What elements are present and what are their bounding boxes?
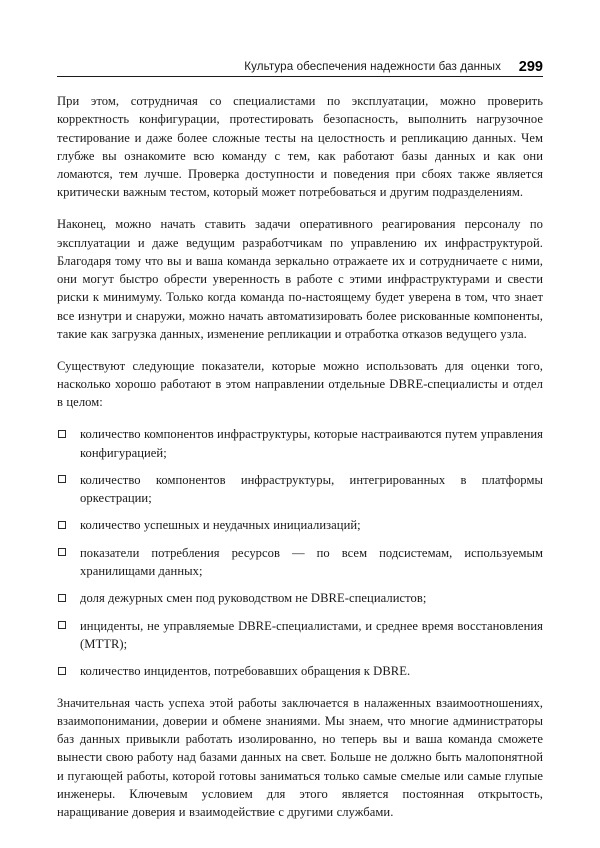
hollow-square-bullet-icon <box>58 430 66 438</box>
list-item <box>57 617 543 654</box>
list-item <box>57 471 543 508</box>
metrics-bullet-list <box>57 425 543 680</box>
list-item-label: показатели потребления ресурсов — по всем подсистемам, используемым хранилищами данных; <box>80 545 543 579</box>
paragraph-1: При этом, сотрудничая со специалистами по эксплуатации, можно проверить корректность конфигурации, протестировать безопасность, выполнить нагрузочное тестирование и даже более сложные тесты на целостность и репликацию данных. Чем глубже вы ознакомите всю команду с тем, как работают базы данных и как они ломаются, тем лучше. Проверка доступности и поведения при сбоях также является критически важным тестом, который может потребоваться и другим подразделениям. <box>57 94 543 200</box>
hollow-square-bullet-icon <box>58 667 66 675</box>
header-rule-divider <box>57 76 543 77</box>
list-item <box>57 516 543 534</box>
page-number: 299 <box>518 58 543 75</box>
list-item <box>57 589 543 607</box>
hollow-square-bullet-icon <box>58 621 66 629</box>
list-item-label: количество успешных и неудачных инициализаций; <box>80 518 361 533</box>
list-item-label: количество компонентов инфраструктуры, интегрированных в платформы оркестрации; <box>80 472 543 506</box>
hollow-square-bullet-icon <box>58 594 66 602</box>
page-content <box>57 92 543 822</box>
list-item-label: количество инцидентов, потребовавших обращения к DBRE. <box>80 664 411 679</box>
list-item-label: количество компонентов инфраструктуры, которые настраиваются путем управления конфигурацией; <box>80 427 543 460</box>
running-header <box>57 48 543 74</box>
list-item <box>57 544 543 581</box>
paragraph-3-list-intro: Существуют следующие показатели, которые можно использовать для оценки того, насколько хорошо работают в этом направлении отдельные DBRE-специалисты и отдел в целом: <box>57 358 543 410</box>
list-item-label: инциденты, не управляемые DBRE-специалистами, и среднее время восстановления (MTTR); <box>80 618 543 651</box>
list-item <box>57 425 543 462</box>
hollow-square-bullet-icon <box>58 521 66 529</box>
paragraph-closing: Значительная часть успеха этой работы заключается в налаженных взаимоотношениях, взаимопонимании, доверии и обмене знаниями. Мы знаем, что многие администраторы баз данных привыкли работать изолированно, но теперь вы и ваша команда сможете вынести свою работу над базами данных на свет. Больше не должно быть малопонятной и пугающей работы, которой готовы заниматься только самые смелые или самые глупые инженеры. Ключевым условием для этого является постоянная открытость, наращивание доверия и взаимодействие с другими службами. <box>57 695 543 820</box>
list-item <box>57 662 543 680</box>
paragraph-2: Наконец, можно начать ставить задачи оперативного реагирования персоналу по эксплуатации и даже ведущим разработчикам по управлению их инфраструктурой. Благодаря тому что вы и ваша команда зеркально отражаете их и сотрудничаете с ними, они могут быстро обрести уверенность в работе с этими инфраструктурами и свести риски к минимуму. Только когда команда по-настоящему будет уверена в том, что знает все изнутри и снаружи, можно начать автоматизировать более рискованные компоненты, такие как загрузка данных, изменение репликации и отработка отказов ведущего узла. <box>57 217 543 342</box>
running-header-title: Культура обеспечения надежности баз данных <box>244 60 501 74</box>
hollow-square-bullet-icon <box>58 475 66 483</box>
hollow-square-bullet-icon <box>58 548 66 556</box>
list-item-label: доля дежурных смен под руководством не DBRE-специалистов; <box>80 591 427 606</box>
